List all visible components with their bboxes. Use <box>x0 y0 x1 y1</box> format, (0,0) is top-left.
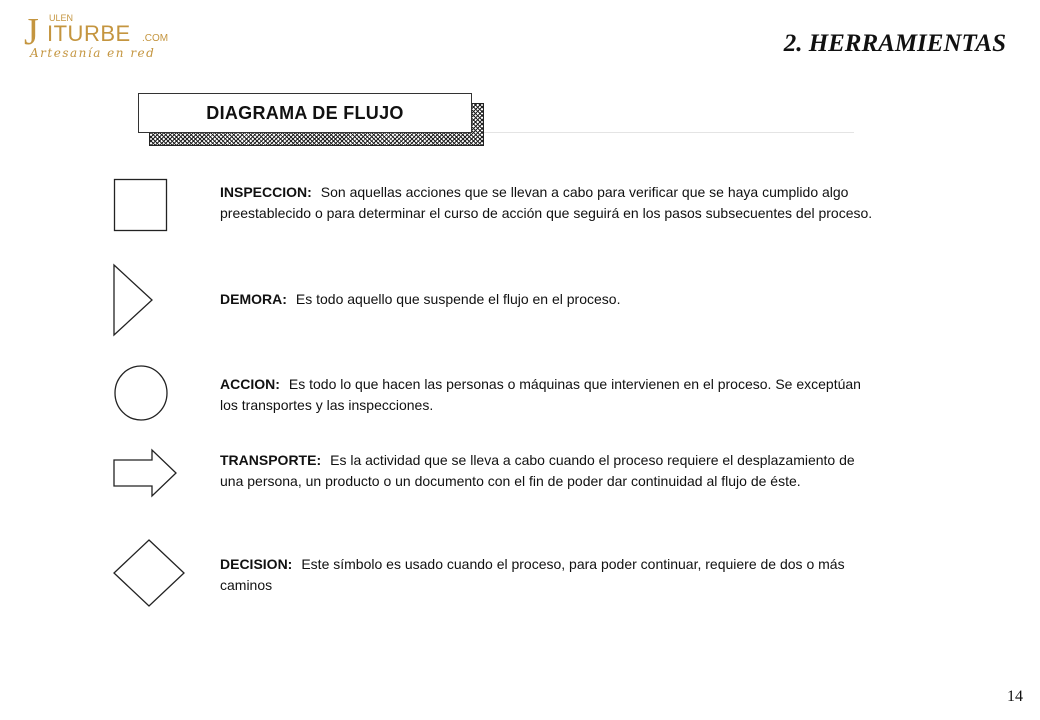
title-box-label: DIAGRAMA DE FLUJO <box>138 93 472 133</box>
square-icon <box>113 178 169 232</box>
diamond-icon <box>112 538 186 608</box>
logo-main-word: ITURBE <box>47 21 131 46</box>
title-box <box>138 93 484 145</box>
term-description: Es todo lo que hacen las personas o máquinas que intervienen en el proceso. Se exceptúan los transportes y las inspecciones. <box>220 376 861 413</box>
page-number: 14 <box>1007 688 1023 705</box>
definition-inspeccion <box>220 182 880 224</box>
title-underline <box>484 132 854 133</box>
logo <box>24 10 224 62</box>
term-label: INSPECCION: <box>220 184 312 200</box>
logo-suffix: .COM <box>142 33 169 44</box>
term-description: Son aquellas acciones que se llevan a cabo para verificar que se haya cumplido algo preestablecido o para determinar el curso de acción que seguirá en los pasos subsecuentes del proceso. <box>220 184 873 221</box>
logo-tagline: Artesanía en red <box>30 46 156 60</box>
term-description: Es todo aquello que suspende el flujo en el proceso. <box>295 291 621 307</box>
definition-transporte <box>220 450 880 492</box>
term-label: TRANSPORTE: <box>220 452 322 468</box>
term-label: ACCION: <box>220 376 280 392</box>
logo-initial: J <box>24 11 39 53</box>
logo-top-word: ULEN <box>49 13 74 23</box>
triangle-icon <box>112 263 156 337</box>
term-description: Este símbolo es usado cuando el proceso, para poder continuar, requiere de dos o más caminos <box>220 556 845 593</box>
section-title: 2. HERRAMIENTAS <box>783 30 1006 57</box>
term-description: Es la actividad que se lleva a cabo cuando el proceso requiere el desplazamiento de una persona, un producto o un documento con el fin de poder dar continuidad al flujo de éste. <box>220 452 855 489</box>
circle-icon <box>112 363 170 423</box>
definition-demora <box>220 289 880 310</box>
arrow-icon <box>112 448 178 498</box>
definition-accion <box>220 374 880 416</box>
definition-decision <box>220 554 880 596</box>
term-label: DECISION: <box>220 556 293 572</box>
term-label: DEMORA: <box>220 291 287 307</box>
